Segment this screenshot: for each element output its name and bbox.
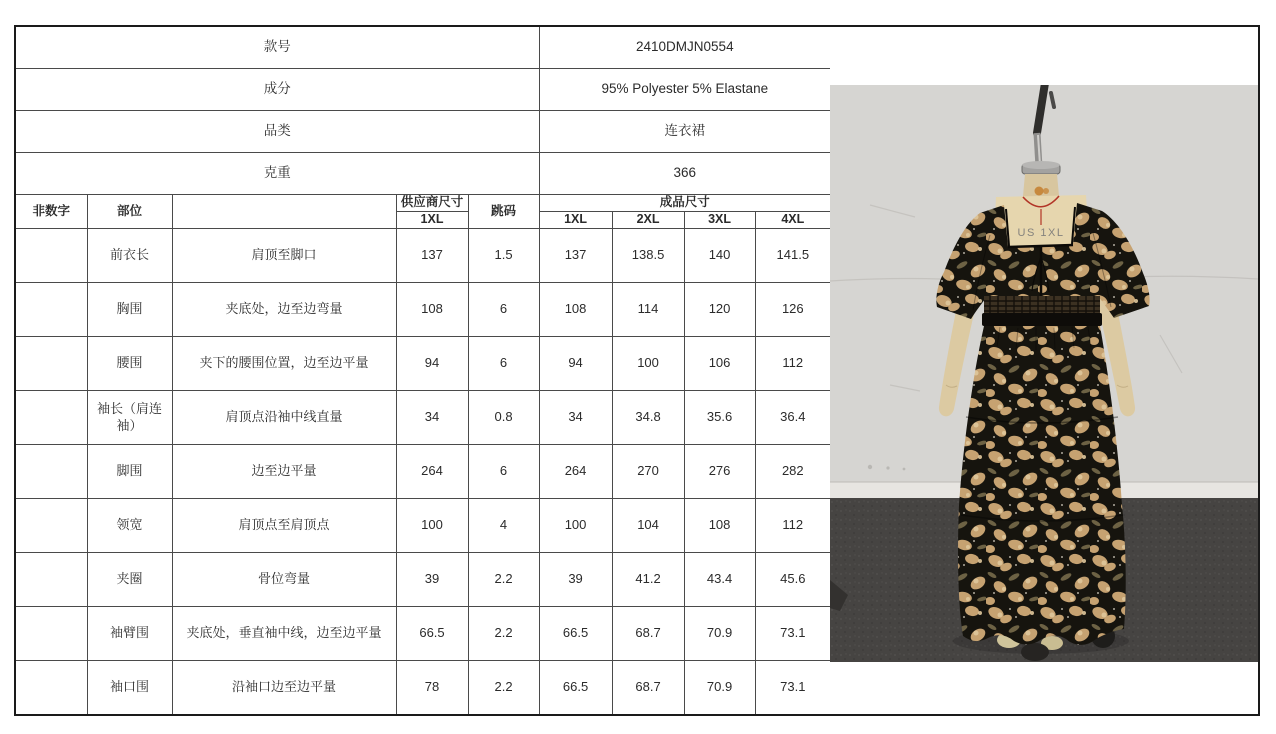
cell-nonnumeric	[15, 229, 87, 283]
cell-supplier: 137	[396, 229, 468, 283]
cell-supplier: 94	[396, 337, 468, 391]
cell-supplier: 100	[396, 499, 468, 553]
table-row	[15, 661, 831, 716]
cell-size-3xl: 70.9	[684, 661, 755, 716]
info-row-style-number	[15, 26, 831, 69]
cell-part: 夹圈	[87, 553, 172, 607]
header-nonnumeric: 非数字	[15, 195, 87, 229]
cell-size-3xl: 70.9	[684, 607, 755, 661]
cell-size-3xl: 35.6	[684, 391, 755, 445]
header-finished-size: 成品尺寸	[539, 195, 831, 212]
composition-value: 95% Polyester 5% Elastane	[539, 69, 831, 111]
cell-nonnumeric	[15, 553, 87, 607]
cell-size-2xl: 34.8	[612, 391, 684, 445]
product-photo	[830, 85, 1258, 662]
cell-part: 袖口围	[87, 661, 172, 716]
cell-nonnumeric	[15, 445, 87, 499]
cell-size-2xl: 270	[612, 445, 684, 499]
cell-nonnumeric	[15, 607, 87, 661]
dress-skirt	[958, 326, 1126, 645]
cell-size-1xl: 100	[539, 499, 612, 553]
cell-grading: 6	[468, 283, 539, 337]
composition-label: 成分	[15, 69, 539, 111]
waistband	[982, 296, 1102, 326]
info-row-weight	[15, 153, 831, 195]
cell-grading: 0.8	[468, 391, 539, 445]
cell-desc: 肩顶至脚口	[172, 229, 396, 283]
cell-part: 袖臂围	[87, 607, 172, 661]
cell-size-1xl: 137	[539, 229, 612, 283]
header-grading: 跳码	[468, 195, 539, 229]
spec-table	[14, 25, 832, 716]
cell-supplier: 34	[396, 391, 468, 445]
cell-nonnumeric	[15, 337, 87, 391]
cell-grading: 6	[468, 445, 539, 499]
cell-size-3xl: 140	[684, 229, 755, 283]
cell-size-4xl: 73.1	[755, 607, 831, 661]
table-row	[15, 445, 831, 499]
cell-grading: 2.2	[468, 607, 539, 661]
cell-size-1xl: 66.5	[539, 661, 612, 716]
style-number-value: 2410DMJN0554	[539, 26, 831, 69]
cell-size-4xl: 73.1	[755, 661, 831, 716]
cell-size-2xl: 68.7	[612, 661, 684, 716]
cell-supplier: 78	[396, 661, 468, 716]
cell-part: 胸围	[87, 283, 172, 337]
cell-nonnumeric	[15, 283, 87, 337]
table-row	[15, 391, 831, 445]
header-size-4xl: 4XL	[755, 212, 831, 229]
header-supplier-size: 供应商尺寸	[396, 195, 468, 212]
cell-size-4xl: 126	[755, 283, 831, 337]
cell-desc: 骨位弯量	[172, 553, 396, 607]
cell-size-2xl: 100	[612, 337, 684, 391]
table-row	[15, 499, 831, 553]
cell-desc: 沿袖口边至边平量	[172, 661, 396, 716]
cell-desc: 边至边平量	[172, 445, 396, 499]
table-row	[15, 607, 831, 661]
cell-size-2xl: 114	[612, 283, 684, 337]
cell-part: 袖长（肩连袖）	[87, 391, 172, 445]
style-number-label: 款号	[15, 26, 539, 69]
header-row-1	[15, 195, 831, 212]
cell-size-2xl: 68.7	[612, 607, 684, 661]
cell-nonnumeric	[15, 661, 87, 716]
cell-desc: 夹下的腰围位置，边至边平量	[172, 337, 396, 391]
weight-value: 366	[539, 153, 831, 195]
table-row	[15, 229, 831, 283]
cell-size-3xl: 108	[684, 499, 755, 553]
cell-size-2xl: 138.5	[612, 229, 684, 283]
header-description-empty	[172, 195, 396, 229]
cell-supplier: 39	[396, 553, 468, 607]
cell-grading: 2.2	[468, 661, 539, 716]
table-row	[15, 283, 831, 337]
header-size-1xl: 1XL	[539, 212, 612, 229]
cell-size-4xl: 112	[755, 337, 831, 391]
cell-size-4xl: 282	[755, 445, 831, 499]
cell-supplier: 66.5	[396, 607, 468, 661]
cell-size-2xl: 41.2	[612, 553, 684, 607]
cell-size-1xl: 66.5	[539, 607, 612, 661]
cell-size-1xl: 108	[539, 283, 612, 337]
cell-size-2xl: 104	[612, 499, 684, 553]
cell-part: 脚围	[87, 445, 172, 499]
cell-size-3xl: 276	[684, 445, 755, 499]
cell-supplier: 264	[396, 445, 468, 499]
cell-size-3xl: 43.4	[684, 553, 755, 607]
header-size-3xl: 3XL	[684, 212, 755, 229]
category-value: 连衣裙	[539, 111, 831, 153]
category-label: 品类	[15, 111, 539, 153]
cell-part: 腰围	[87, 337, 172, 391]
cell-size-4xl: 112	[755, 499, 831, 553]
cell-desc: 夹底处，垂直袖中线，边至边平量	[172, 607, 396, 661]
table-row	[15, 553, 831, 607]
cell-part: 前衣长	[87, 229, 172, 283]
cell-size-1xl: 94	[539, 337, 612, 391]
cell-size-1xl: 34	[539, 391, 612, 445]
info-row-composition	[15, 69, 831, 111]
header-part: 部位	[87, 195, 172, 229]
cell-desc: 肩顶点沿袖中线直量	[172, 391, 396, 445]
header-size-2xl: 2XL	[612, 212, 684, 229]
cell-size-1xl: 39	[539, 553, 612, 607]
cell-grading: 2.2	[468, 553, 539, 607]
photo-cell	[830, 25, 1260, 716]
cell-size-4xl: 141.5	[755, 229, 831, 283]
info-row-category	[15, 111, 831, 153]
cell-nonnumeric	[15, 499, 87, 553]
cell-desc: 肩顶点至肩顶点	[172, 499, 396, 553]
cell-size-3xl: 120	[684, 283, 755, 337]
cell-size-3xl: 106	[684, 337, 755, 391]
neck-cap	[1022, 161, 1060, 174]
cell-grading: 6	[468, 337, 539, 391]
table-row	[15, 337, 831, 391]
cell-nonnumeric	[15, 391, 87, 445]
cell-size-4xl: 45.6	[755, 553, 831, 607]
cell-grading: 4	[468, 499, 539, 553]
cell-desc: 夹底处，边至边弯量	[172, 283, 396, 337]
mannequin-size-label: US 1XL	[1017, 227, 1065, 239]
cell-grading: 1.5	[468, 229, 539, 283]
cell-supplier: 108	[396, 283, 468, 337]
header-supplier-1xl: 1XL	[396, 212, 468, 229]
weight-label: 克重	[15, 153, 539, 195]
cell-part: 领宽	[87, 499, 172, 553]
cell-size-1xl: 264	[539, 445, 612, 499]
cell-size-4xl: 36.4	[755, 391, 831, 445]
